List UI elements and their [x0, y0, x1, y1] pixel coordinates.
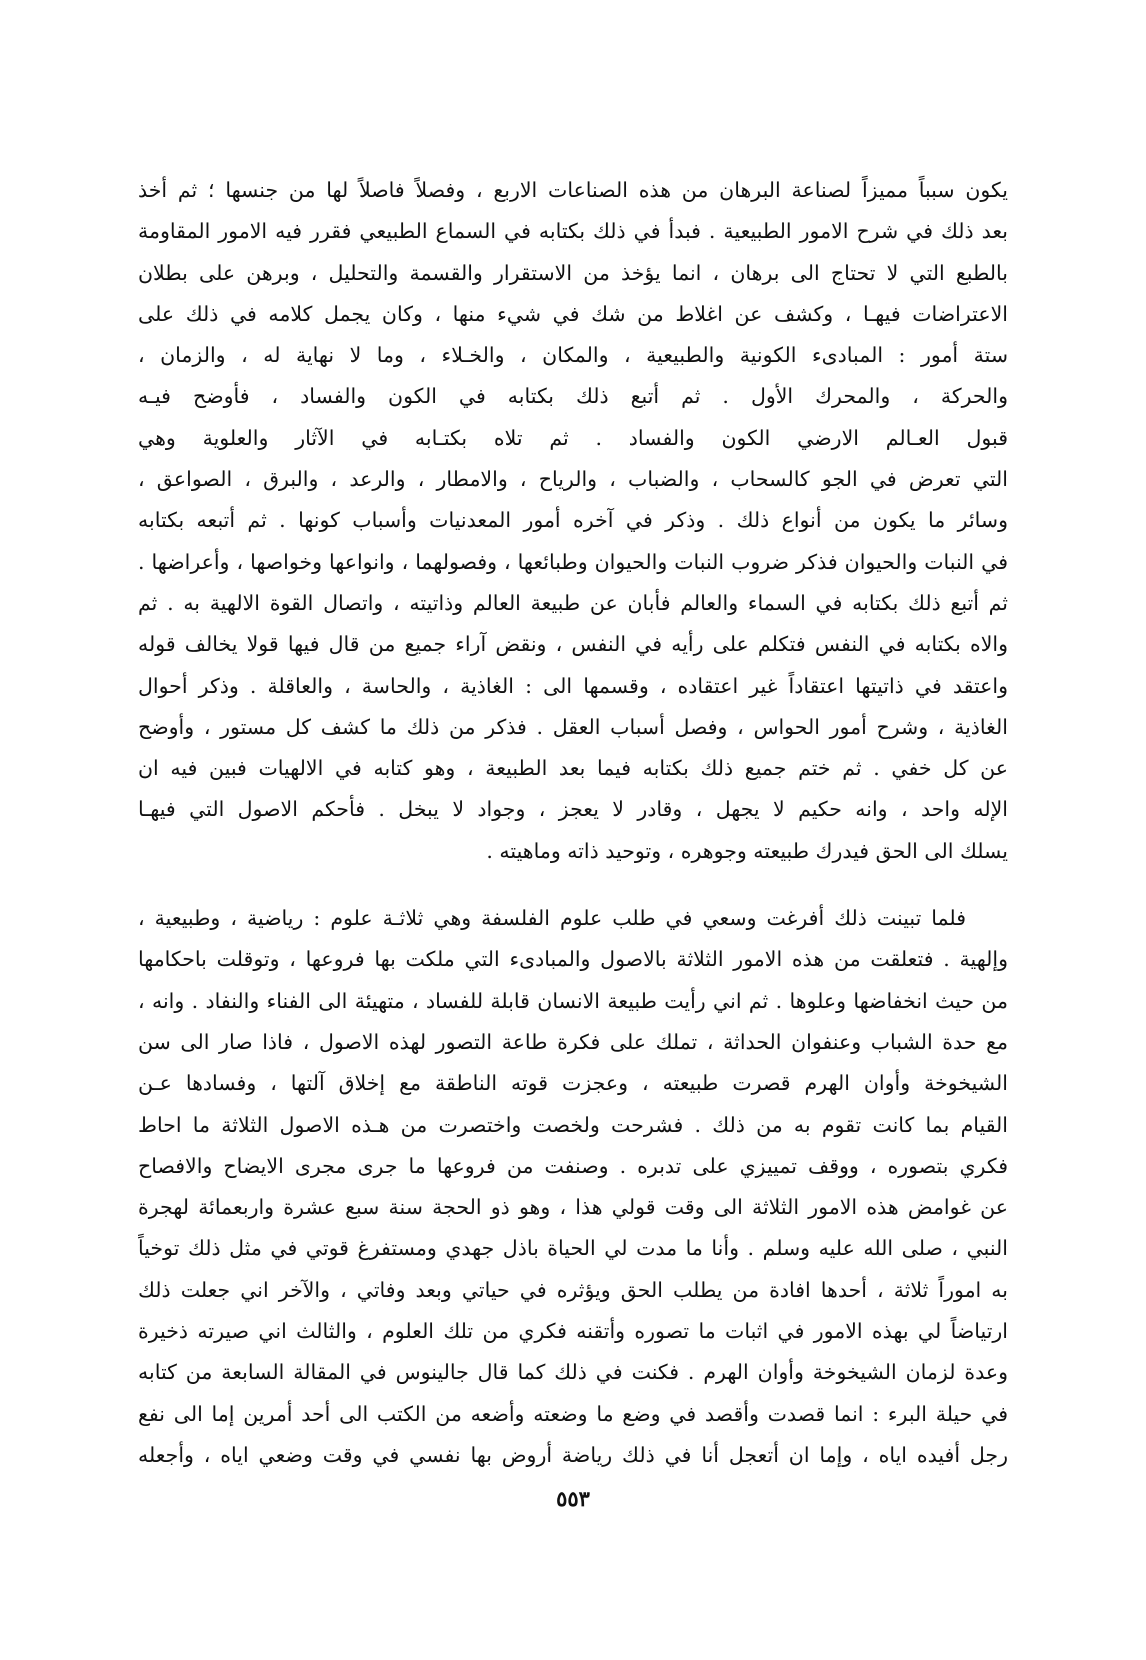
text-line: قبول العـالم الارضي الكون والفساد . ثم تلاه بكتـابه في الآثار والعلوية وهي: [138, 425, 1008, 450]
text-line: بعد ذلك في شرح الامور الطبيعية . فبدأ في ذلك بكتابه في السماع الطبيعي فقرر فيه الامور المقاومة: [138, 219, 1008, 244]
text-line: وسائر ما يكون من أنواع ذلك . وذكر في آخره أمور المعدنيات وأسباب كونها . ثم أتبعه بكتابه: [138, 508, 1008, 533]
text-line: من حيث انخفاضها وعلوها . ثم اني رأيت طبيعة الانسان قابلة للفساد ، متهيئة الى الفناء والنفاد . وانه ،: [138, 988, 1008, 1013]
page-number: ٥٥٣: [556, 1486, 590, 1511]
text-line: القيام بما كانت تقوم به من ذلك . فشرحت ولخصت واختصرت من هـذه الاصول الثلاثة ما احاط: [138, 1112, 1008, 1137]
text-line: عن غوامض هذه الامور الثلاثة الى وقت قولي هذا ، وهو ذو الحجة سنة سبع عشرة واربعمائة لهجرة: [138, 1195, 1008, 1220]
text-line: والحركة ، والمحرك الأول . ثم أتبع ذلك بكتابه في الكون والفساد ، فأوضح فيـه: [138, 384, 1008, 409]
text-line: رجل أفيده اياه ، وإما ان أتعجل أنا في ذلك رياضة أروض بها نفسي في وقت وضعي اياه ، وأجعله: [138, 1442, 1008, 1467]
text-line: يسلك الى الحق فيدرك طبيعته وجوهره ، وتوحيد ذاته وماهيته .: [486, 838, 1008, 863]
text-line: ستة أمور : المبادىء الكونية والطبيعية ، والمكان ، والخـلاء ، وما لا نهاية له ، والزمان ،: [138, 343, 1008, 368]
text-line: الغاذية ، وشرح أمور الحواس ، وفصل أسباب العقل . فذكر من ذلك ما كشف كل مستور ، وأوضح: [138, 714, 1008, 739]
text-line: الشيخوخة وأوان الهرم قصرت طبيعته ، وعجزت قوته الناطقة مع إخلاق آلتها ، وفسادها عـن: [138, 1071, 1008, 1096]
text-line: واعتقد في ذاتيتها اعتقاداً غير اعتقاده ، وقسمها الى : الغاذية ، والحاسة ، والعاقلة . وذكر أحوال: [138, 673, 1008, 698]
text-line: في حيلة البرء : انما قصدت وأقصد في وضع ما وضعته وأضعه من الكتب الى أحد أمرين إما الى نفع: [138, 1401, 1008, 1426]
paragraph-spacer: [138, 872, 1008, 898]
text-line: في النبات والحيوان فذكر ضروب النبات والحيوان وطبائعها ، وفصولهما ، وانواعها وخواصها ، وأعراضها .: [138, 549, 1008, 574]
text-line: وإلهية . فتعلقت من هذه الامور الثلاثة بالاصول والمبادىء التي ملكت بها فروعها ، وتوقلت باحكامها: [138, 947, 1008, 972]
text-line: الإله واحد ، وانه حكيم لا يجهل ، وقادر لا يعجز ، وجواد لا يبخل . فأحكم الاصول التي فيهـا: [138, 797, 1008, 822]
text-line: ارتياضاً لي بهذه الامور في اثبات ما تصوره وأتقنه فكري من تلك العلوم ، والثالث اني صيرته ذخيرة: [138, 1319, 1008, 1344]
text-line: يكون سبباً مميزاً لصناعة البرهان من هذه الصناعات الاربع ، وفصلاً فاصلاً لها من جنسها ؛ ثم أخذ: [138, 178, 1008, 202]
text-line: الاعتراضات فيهـا ، وكشف عن اغلاط من شك في شيء منها ، وكان يجمل كلامه في ذلك على: [138, 301, 1008, 326]
text-line: مع حدة الشباب وعنفوان الحداثة ، تملك على فكرة طاعة التصور لهذه الاصول ، فاذا صار الى سن: [138, 1029, 1008, 1054]
text-line: النبي ، صلى الله عليه وسلم . وأنا ما مدت لي الحياة باذل جهدي ومستفرغ قوتي في مثل ذلك توخياً: [138, 1236, 1008, 1261]
text-line: ثم أتبع ذلك بكتابه في السماء والعالم فأبان عن طبيعة العالم وذاتيته ، واتصال القوة الالهية به . ثم: [138, 590, 1008, 615]
text-line: فلما تبينت ذلك أفرغت وسعي في طلب علوم الفلسفة وهي ثلاثـة علوم : رياضية ، وطبيعية ،: [138, 906, 966, 931]
text-line: به اموراً ثلاثة ، أحدها افادة من يطلب الحق ويؤثره في حياتي وبعد وفاتي ، والآخر اني جعلت ذلك: [138, 1277, 1008, 1302]
text-line: التي تعرض في الجو كالسحاب ، والضباب ، والرياح ، والامطار ، والرعد ، والبرق ، الصواعق ،: [138, 467, 1008, 492]
text-line: عن كل خفي . ثم ختم جميع ذلك بكتابه فيما بعد الطبيعة ، وهو كتابه في الالهيات فبين فيه ان: [138, 756, 1008, 781]
text-line: وعدة لزمان الشيخوخة وأوان الهرم . فكنت في ذلك كما قال جالينوس في المقالة السابعة من كتابه: [138, 1360, 1008, 1385]
paragraph-2: [138, 898, 1008, 1476]
paragraph-1: [138, 170, 1008, 872]
text-line: بالطبع التي لا تحتاج الى برهان ، انما يؤخذ من الاستقرار والقسمة والتحليل ، وبرهن على بطلان: [138, 260, 1008, 285]
document-page: [138, 170, 1008, 1476]
text-line: والاه بكتابه في النفس فتكلم على رأيه في النفس ، ونقض آراء جميع من قال فيها قولا يخالف قوله: [138, 632, 1008, 657]
text-line: فكري بتصوره ، ووقف تمييزي على تدبره . وصنفت من فروعها ما جرى مجرى الايضاح والافصاح: [138, 1153, 1008, 1178]
